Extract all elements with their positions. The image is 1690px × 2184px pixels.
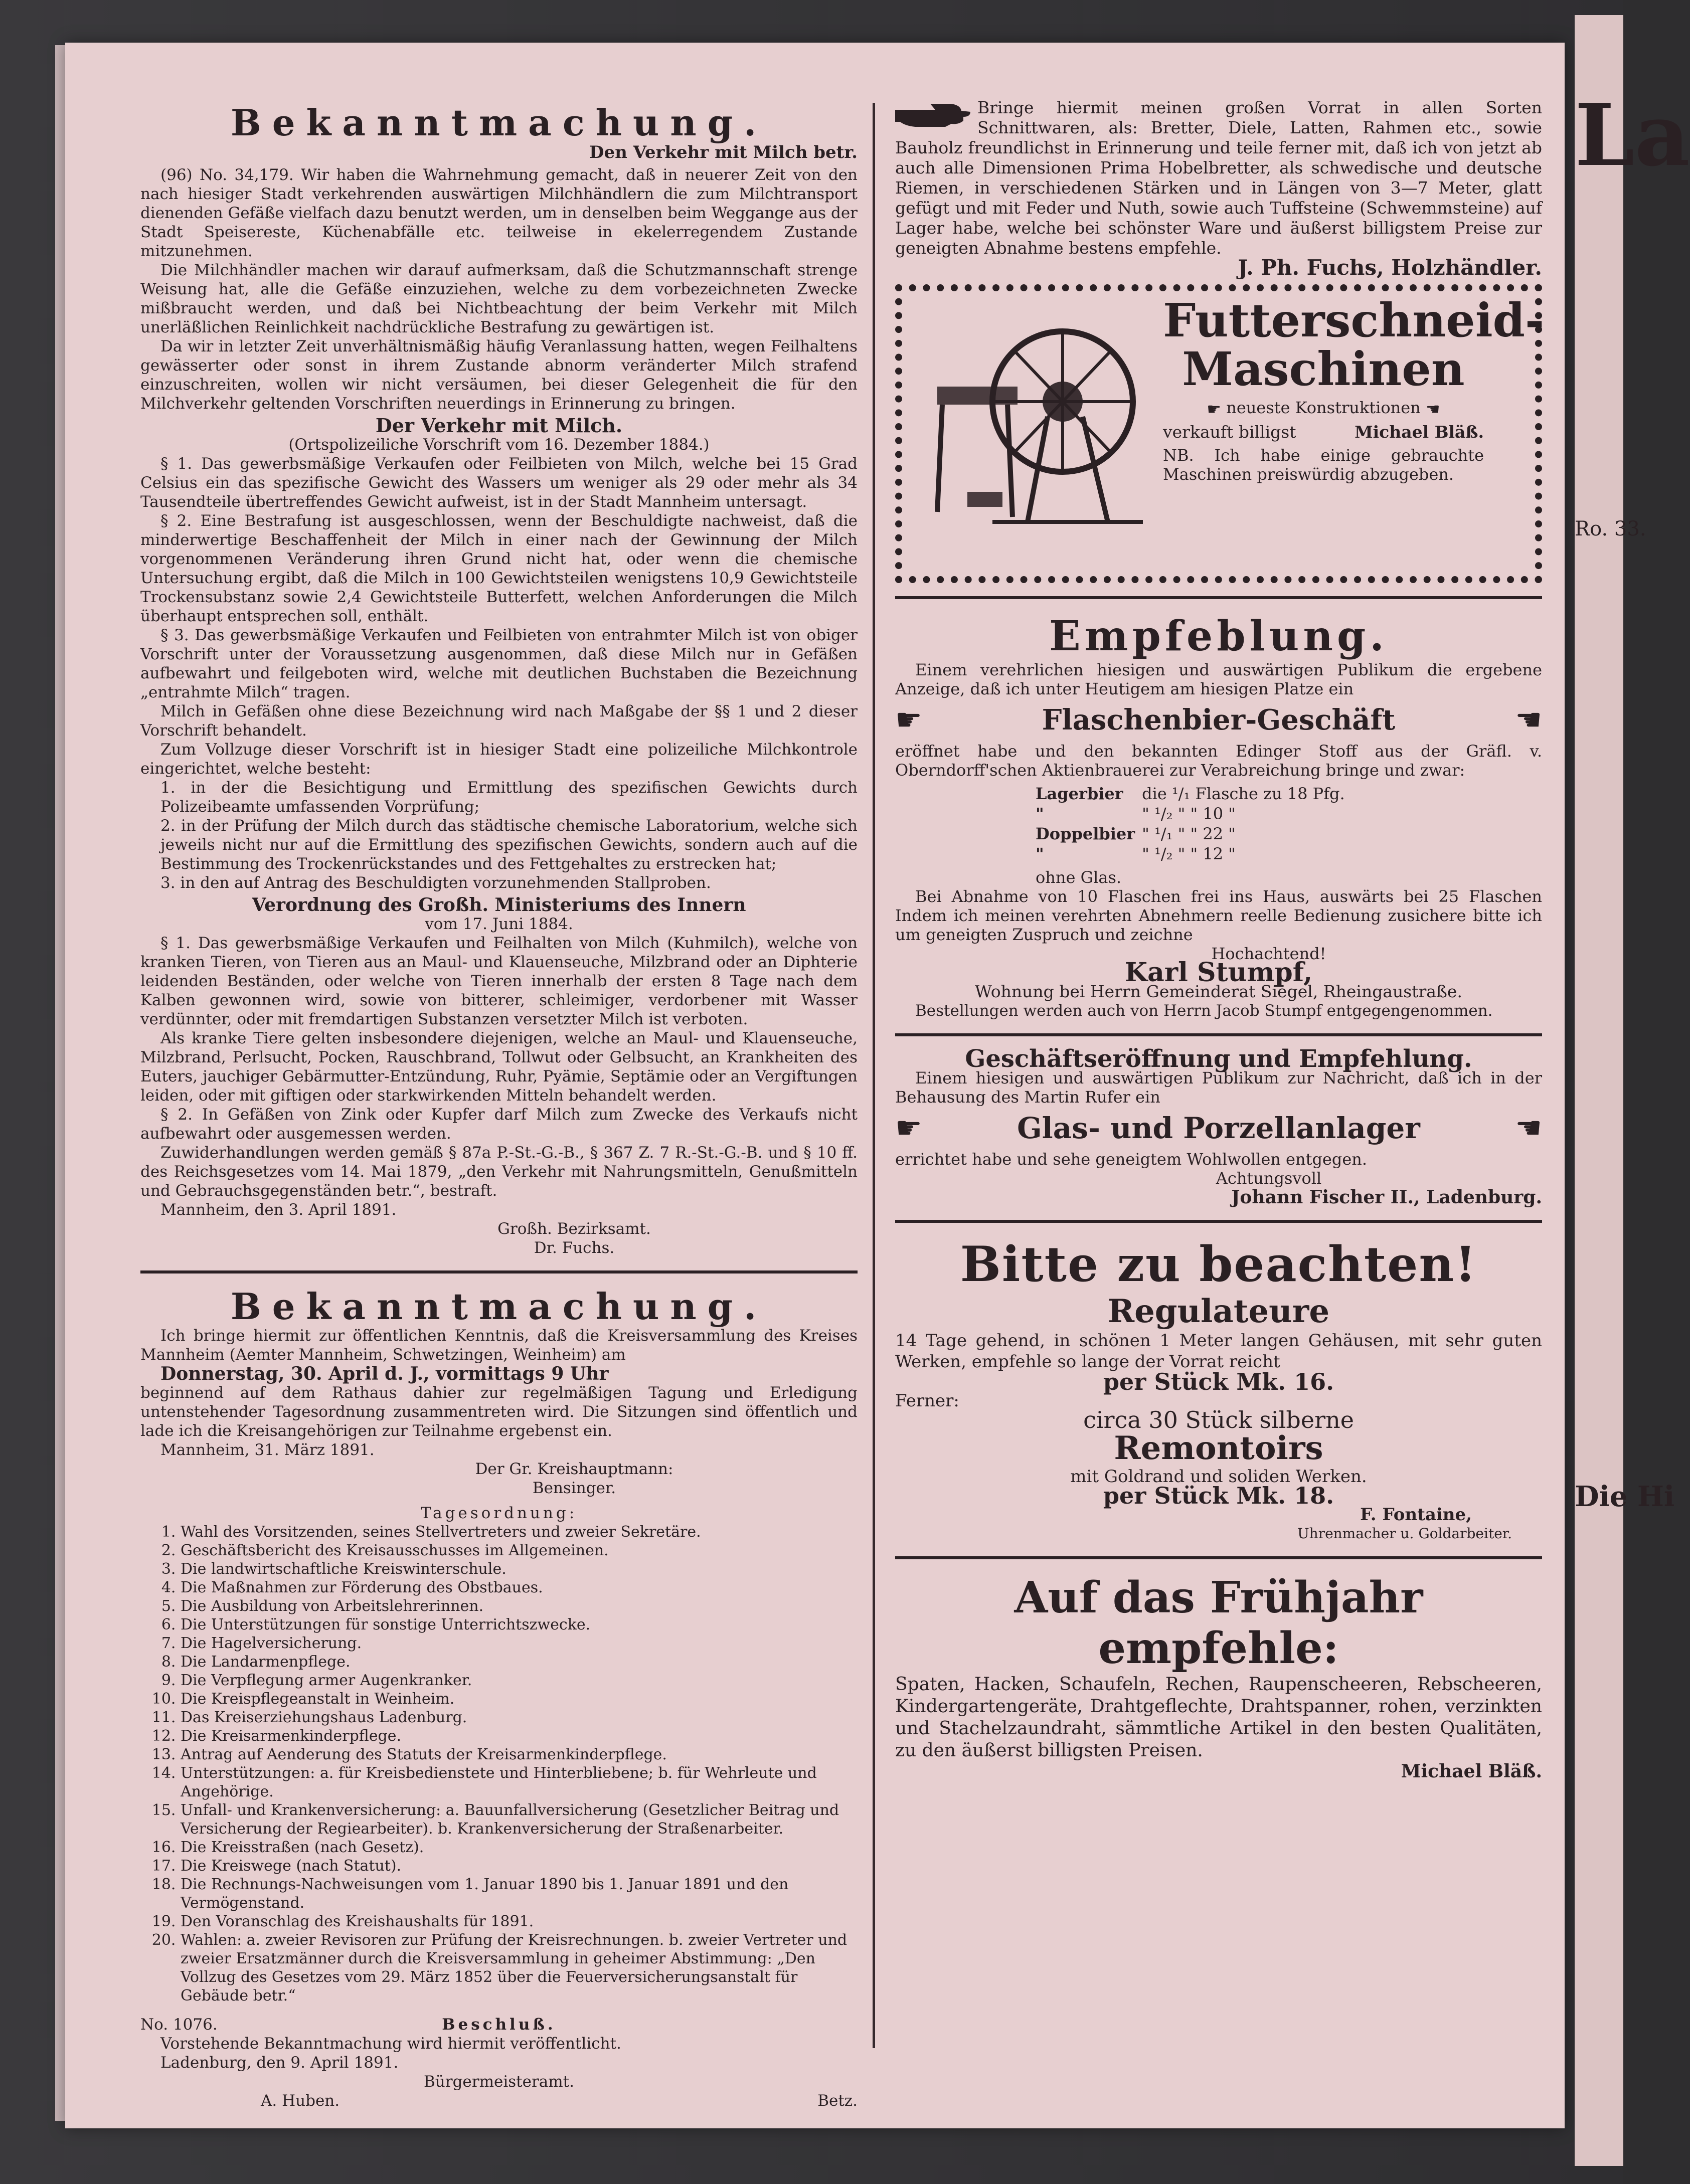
divider [895,596,1542,599]
beer-kind: " [1036,804,1044,823]
bottled-beer-title: Empfeblung. [1049,612,1388,660]
agenda-item: 8. Die Landarmenpflege. [181,1653,858,1671]
agenda-item: 18. Die Rechnungs-Nachweisungen vom 1. Januar 1890 bis 1. Januar 1891 und den Vermögenstand. [181,1875,858,1912]
pointing-hand-left-icon: ☚ [1425,399,1440,419]
clock-ad-price2: per Stück Mk. 18. [1103,1482,1334,1509]
pointing-hand-icon: ☛ [895,702,922,738]
notice1-section-title: Der Verkehr mit Milch. [375,414,623,437]
beschluss-sign2: A. Huben. [261,2092,340,2110]
feed-cutter-title-line2: Maschinen [1182,341,1465,396]
notice1-p1: (96) No. 34,179. Wir haben die Wahrnehmung gemacht, daß in neuerer Zeit von den nach hiesiger Stadt verkehrenden auswärtigen Milchhändlern die zum Milchtransport dienenden Gefäße vielfach dazu benutzt werden, um in denselben beim Weggange aus der Stadt Speisereste, Küchenabfälle etc. teilweise in ekelerregendem Zustande mitzunehmen. [140,166,858,261]
bottled-beer-text2: eröffnet habe und den bekannten Edinger Stoff aus der Gräfl. v. Oberndorff'schen Aktienbrauerei zur Verabreichung bringe und zwar: [895,742,1542,780]
notice1-sign2: Dr. Fuchs. [534,1239,615,1257]
glass-porcelain-regards: Achtungsvoll [1216,1169,1322,1188]
feed-cutter-machine-illustration [917,301,1153,537]
beer-kind: Doppelbier [1036,824,1135,843]
agenda-list [140,1523,858,2005]
bottled-beer-regards: Hochachtend! [1211,944,1326,963]
adjacent-page-fragment [1575,15,1690,2166]
beer-price-table [1036,784,1352,864]
notice1-s1: § 1. Das gewerbsmäßige Verkaufen oder Feilbieten von Milch, welche bei 15 Grad Celsius ein das spezifische Gewicht des Wassers um weniger als 29 oder mehr als 34 Tausendteile übertreffendes Gewicht aufweist, ist in der Stadt Mannheim untersagt. [140,455,858,511]
beer-price: die ¹/₁ Flasche zu 18 Pfg. [1142,784,1345,803]
agenda-item: 2. Geschäftsbericht des Kreisausschusses im Allgemeinen. [181,1541,858,1560]
pointing-hand-icon: ☛ [1207,399,1222,419]
beer-price: " ¹/₂ " " 12 " [1142,844,1236,863]
ministry-s1b: Als kranke Tiere gelten insbesondere diejenigen, welche an Maul- und Klauenseuche, Milzbrand, Perlsucht, Pocken, Rauschbrand, Tollwut oder Gelbsucht, an Krankheiten des Euters, jauchiger Gebärmutter-Entzündung, Ruhr, Pyämie, Septämie oder an Vergiftungen leiden, oder mit giftigen oder starkwirkenden Mitteln behandelt werden. [140,1029,858,1105]
feed-cutter-seller: Michael Bläß. [1355,422,1484,442]
notice1-s3: § 3. Das gewerbsmäßige Verkaufen und Feilbieten von entrahmter Milch ist von obiger Vorschrift unter der Voraussetzung ausgenommen, daß diese Milch nur in Gefäßen aufbewahrt und feilgeboten wird, welche mit deutlichen Buchstaben die Bezeichnung „entrahmte Milch“ tragen. [140,626,858,702]
glass-porcelain-name: Johann Fischer II., Ladenburg. [1231,1187,1542,1208]
price-row [1036,824,1352,844]
agenda-item: 15. Unfall- und Krankenversicherung: a. Bauunfallversicherung (Gesetzlicher Beitrag und Versicherung der Regiearbeiter). b. Krankenversicherung der Straßenarbeiter. [181,1801,858,1838]
notice2-p1c: beginnend auf dem Rathaus dahier zur regelmäßigen Tagung und Erledigung untenstehender Tagesordnung zusammentreten wird. Die Sitzungen sind öffentlich und lade ich die Kreisangehörigen zur Teilnahme ergebenst ein. [140,1384,858,1440]
notice1-s3b: Milch in Gefäßen ohne diese Bezeichnung wird nach Maßgabe der §§ 1 und 2 dieser Vorschrift behandelt. [140,702,858,740]
spring-tools-text: Spaten, Hacken, Schaufeln, Rechen, Raupenscheeren, Rebscheeren, Kindergartengeräte, Drahtgeflechte, Drahtspanner, rohen, verzinkten und Stachelzaundraht, sämmtliche Artikel in den besten Qualitäten, zu den äußerst billigsten Preisen. [895,1674,1542,1761]
agenda-item: 12. Die Kreisarmenkinderpflege. [181,1727,858,1745]
page-edge [55,45,65,2121]
glass-porcelain-text2: errichtet habe und sehe geneigtem Wohlwollen entgegen. [895,1150,1368,1169]
glass-porcelain-business-row [895,1111,1542,1146]
beer-kind: " [1036,844,1044,863]
clock-ad-name: F. Fontaine, [1360,1505,1472,1525]
feed-cutter-seller-row [1163,423,1484,442]
notice2-date: Donnerstag, 30. April d. J., vormittags 9 Uhr [160,1363,609,1385]
agenda-item: 13. Antrag auf Aenderung des Statuts der Kreisarmenkinderpflege. [181,1745,858,1764]
beschluss-text: Vorstehende Bekanntmachung wird hiermit veröffentlicht. [160,2035,621,2053]
agenda-item: 19. Den Voranschlag des Kreishaushalts für 1891. [181,1912,858,1931]
timber-ad [895,98,1542,280]
notice1-subtitle: Den Verkehr mit Milch betr. [589,142,858,163]
bottled-beer-intro: Einem verehrlichen hiesigen und auswärtigen Publikum die ergebene Anzeige, daß ich unter Heutigem am hiesigen Platze ein [895,660,1542,698]
pointing-hand-left-icon: ☚ [1515,702,1542,738]
agenda-item: 17. Die Kreiswege (nach Statut). [181,1857,858,1875]
agenda-item: 16. Die Kreisstraßen (nach Gesetz). [181,1838,858,1857]
clock-ad-text2: mit Goldrand und soliden Werken. [1070,1467,1367,1487]
notice1-s2: § 2. Eine Bestrafung ist ausgeschlossen, wenn der Beschuldigte nachweist, daß die minderwertige Beschaffenheit der Milch in einer nach der Gewinnung der Milch vorgenommenen Veränderung ihren Grund nicht hat, oder wenn die chemische Untersuchung ergibt, daß die Milch in 100 Gewichtsteilen wenigstens 10,9 Gewichtsteile Trockensubstanz sowie 2,4 Gewichtsteile Butterfett, welchen Anforderungen die Milch überhaupt entsprechen soll, enthält. [140,512,858,626]
feed-cutter-note: NB. Ich habe einige gebrauchte Maschinen preiswürdig abzugeben. [1163,445,1484,484]
bottled-beer-business: Flaschenbier-Geschäft [1042,703,1396,737]
notice2-title: Bekanntmachung. [230,1285,768,1328]
column-rule [873,103,875,2048]
notice2-place-date: Mannheim, 31. März 1891. [160,1441,375,1460]
spring-tools-name: Michael Bläß. [1401,1761,1542,1782]
agenda-item: 4. Die Maßnahmen zur Förderung des Obstbaues. [181,1578,858,1597]
adjacent-page-heading: Die Hi [1575,1480,1675,1513]
right-column [895,98,1545,1782]
pointing-hand-icon: ☛ [895,1111,922,1146]
agenda-item: 6. Die Unterstützungen für sonstige Unterrichtszwecke. [181,1615,858,1634]
timber-ad-text: Bringe hiermit meinen großen Vorrat in allen Sorten Schnittwaren, als: Bretter, Diele, Latten, Rahmen etc., sowie Bauholz freundlichst in Erinnerung und teile ferner mit, daß ich von jetzt ab auch alle Dimensionen Prima Hobelbretter, als schwedische und deutsche Riemen, in verschiedenen Stärken und in Längen von 3—7 Meter, glatt gefügt und mit Feder und Nuth, sowie auch Tuffsteine (Schwemmsteine) auf Lager habe, welche bei schönster Ware und äußerst billigstem Preise zur geneigten Abnahme bestens empfehle. [895,98,1542,258]
left-column [140,103,858,2110]
agenda-item: 20. Wahlen: a. zweier Revisoren zur Prüfung der Kreisrechnungen. b. zweier Vertreter und zweier Ersatzmänner durch die Kreisversammlung in geheimer Abstimmung: „Den Vollzug des Gesetzes vom 29. März 1852 über die Feuerversicherungsanstalt für Gebäude betr.“ [181,1931,858,2005]
clock-ad-trade: Uhrenmacher u. Goldarbeiter. [1297,1525,1512,1542]
price-row [1036,844,1352,864]
price-row [1036,804,1352,824]
agenda-item: 1. Wahl des Vorsitzenden, seines Stellvertreters und zweier Sekretäre. [181,1523,858,1541]
feed-cutter-sub [1163,398,1484,419]
notice1-p3: Da wir in letzter Zeit unverhältnismäßig häufig Veranlassung hatten, wegen Feilhaltens gewässerter oder sonst in ihrem Zustande abnorm veränderter Milch strafend einzuschreiten, wollen wir nicht versäumen, bei dieser Gelegenheit die für den Milchverkehr geltenden Vorschriften neuerdings in Erinnerung zu bringen. [140,337,858,413]
clock-ad-text1: 14 Tage gehend, in schönen 1 Meter langen Gehäusen, mit sehr guten Werken, empfehle so lange der Vorrat reicht [895,1331,1542,1372]
ministry-s2: § 2. In Gefäßen von Zink oder Kupfer darf Milch zum Zwecke des Verkaufs nicht aufbewahrt oder ausgemessen werden. [140,1106,858,1143]
timber-ad-signature: J. Ph. Fuchs, Holzhändler. [1238,255,1542,280]
notice1-title: Bekanntmachung. [230,101,768,144]
beer-no-glass: ohne Glas. [1036,868,1122,887]
beschluss-place: Ladenburg, den 9. April 1891. [160,2054,399,2072]
divider [140,1270,858,1273]
notice1-s4: Zum Vollzuge dieser Vorschrift ist in hiesiger Stadt eine polizeiliche Milchkontrole eingerichtet, welche besteht: [140,741,858,778]
beschluss-sign3: Betz. [817,2092,858,2110]
ministry-s1: § 1. Das gewerbsmäßige Verkaufen und Feilhalten von Milch (Kuhmilch), welche von kranken Tieren, von Tieren aus an Maul- und Klauenseuche, Milzbrand oder an Diphterie leidenden Beständen, oder welche von Tieren innerhalb der ersten 8 Tage nach dem Kalben gewonnen wird, sowie von bitterer, schleimiger, verdorbener mit Wasser verdünnter, oder mit fremdartigen Substanzen versetzter Milch ist verboten. [140,934,858,1029]
clock-ad-price1: per Stück Mk. 16. [1103,1368,1334,1395]
bottled-beer-name: Karl Stumpf, [1124,957,1313,988]
adjacent-page-masthead: La [1575,85,1690,186]
price-row [1036,784,1352,804]
agenda-item: 5. Die Ausbildung von Arbeitslehrerinnen. [181,1597,858,1615]
agenda-item: 11. Das Kreiserziehungshaus Ladenburg. [181,1708,858,1727]
notice1-list-item: 2. in der Prüfung der Milch durch das städtische chemische Laboratorium, welche sich jeweils nicht nur auf die Ermittlung des spezifischen Gewichts, sondern auch auf die Bestimmung des Trockenrückstandes und des Fettgehaltes zu erstrecken hat; [160,817,858,873]
bottled-beer-orders: Bestellungen werden auch von Herrn Jacob Stumpf entgegengenommen. [915,1002,1493,1020]
agenda-title: Tagesordnung: [420,1504,578,1523]
agenda-item: 3. Die landwirtschaftliche Kreiswinterschule. [181,1560,858,1578]
feed-cutter-seller-pre: verkauft billigst [1163,422,1296,442]
newspaper-page [65,43,1565,2128]
pointing-hand-left-icon: ☚ [1515,1111,1542,1146]
notice1-p2: Die Milchhändler machen wir darauf aufmerksam, daß die Schutzmannschaft strenge Weisung hat, alle die Gefäße einzuziehen, welche zu dem vorbezeichneten Zwecke mißbraucht werden, und daß bei Nichtbeachtung der beim Verkehr mit Milch unerläßlichen Reinlichkeit nachdrückliche Bestrafung zu gewärtigen ist. [140,261,858,337]
ministry-date: vom 17. Juni 1884. [425,915,573,934]
divider [895,1556,1542,1559]
spring-tools-title: Auf das Frühjahr empfehle: [1014,1572,1423,1674]
clock-ad-ferner: Ferner: [895,1391,959,1411]
clock-ad-item2: Remontoirs [1114,1429,1323,1467]
clock-ad-item1: Regulateure [1107,1293,1330,1330]
glass-porcelain-ad [895,1045,1542,1208]
spring-tools-ad [895,1572,1542,1781]
notice1-list-item: 3. in den auf Antrag des Beschuldigten vorzunehmenden Stallproben. [160,874,711,892]
pointing-hand-icon [895,101,970,131]
notice1-place-date: Mannheim, den 3. April 1891. [160,1201,397,1219]
notice1-section-sub: (Ortspolizeiliche Vorschrift vom 16. Dezember 1884.) [288,436,710,454]
glass-porcelain-title: Geschäftseröffnung und Empfehlung. [965,1045,1472,1073]
notice2-sign2: Bensinger. [532,1479,616,1498]
bottled-beer-address: Wohnung bei Herrn Gemeinderat Siegel, Rheingaustraße. [975,982,1462,1001]
bottled-beer-business-row [895,702,1542,738]
feed-cutter-ad [895,284,1545,583]
beschluss-sign-row [140,2091,858,2110]
divider [895,1220,1542,1223]
agenda-item: 14. Unterstützungen: a. für Kreisbedienstete und Hinterbliebene; b. für Wehrleute und Angehörige. [181,1764,858,1801]
notice2-sign1: Der Gr. Kreishauptmann: [475,1460,673,1479]
ministry-s3: Zuwiderhandlungen werden gemäß § 87a P.-St.-G.-B., § 367 Z. 7 R.-St.-G.-B. und § 10 ff. des Reichsgesetzes vom 14. Mai 1879, „den Verkehr mit Nahrungsmitteln, Genußmitteln und Gebrauchsgegenständen betr.“, bestraft. [140,1144,858,1200]
agenda-item: 7. Die Hagelversicherung. [181,1634,858,1653]
bottled-beer-ad [895,612,1542,1020]
beschluss-sign1: Bürgermeisteramt. [424,2073,574,2091]
beer-price: " ¹/₂ " " 10 " [1142,804,1236,823]
beer-price: " ¹/₁ " " 22 " [1142,824,1236,843]
adjacent-page-issue: Ro. 33. [1575,517,1646,540]
divider [895,1033,1542,1036]
agenda-item: 9. Die Verpflegung armer Augenkranker. [181,1671,858,1690]
beschluss-title: Beschluß. [442,2016,556,2034]
clock-ad-title: Bitte zu beachten! [960,1236,1477,1293]
notice2-p1a: Ich bringe hiermit zur öffentlichen Kenntnis, daß die Kreisversammlung des Kreises Mannheim (Aemter Mannheim, Schwetzingen, Weinheim) am [140,1327,858,1364]
agenda-item: 10. Die Kreispflegeanstalt in Weinheim. [181,1690,858,1708]
clock-ad [895,1236,1542,1543]
beschluss-no: No. 1076. [140,2016,218,2034]
glass-porcelain-text: Einem hiesigen und auswärtigen Publikum zur Nachricht, daß ich in der Behausung des Martin Rufer ein [895,1068,1542,1107]
notice1-list-item: 1. in der die Besichtigung und Ermittlung des spezifischen Gewichts durch Polizeibeamte umfassenden Vorprüfung; [160,779,858,816]
beer-kind: Lagerbier [1036,784,1123,803]
notice1-sign1: Großh. Bezirksamt. [497,1220,651,1238]
glass-porcelain-business: Glas- und Porzellanlager [1017,1111,1420,1145]
feed-cutter-title-line1: Futterschneid- [1163,293,1545,347]
bottled-beer-text3: Bei Abnahme von 10 Flaschen frei ins Haus, auswärts bei 25 Flaschen Indem ich meinen verehrten Abnehmern reelle Bedienung zusichere bitte ich um geneigten Zuspruch und zeichne [895,887,1542,944]
feed-cutter-sub-text: neueste Konstruktionen [1226,398,1421,418]
clock-ad-item2-pre: circa 30 Stück silberne [1083,1406,1354,1433]
ministry-title: Verordnung des Großh. Ministeriums des Innern [252,894,746,916]
